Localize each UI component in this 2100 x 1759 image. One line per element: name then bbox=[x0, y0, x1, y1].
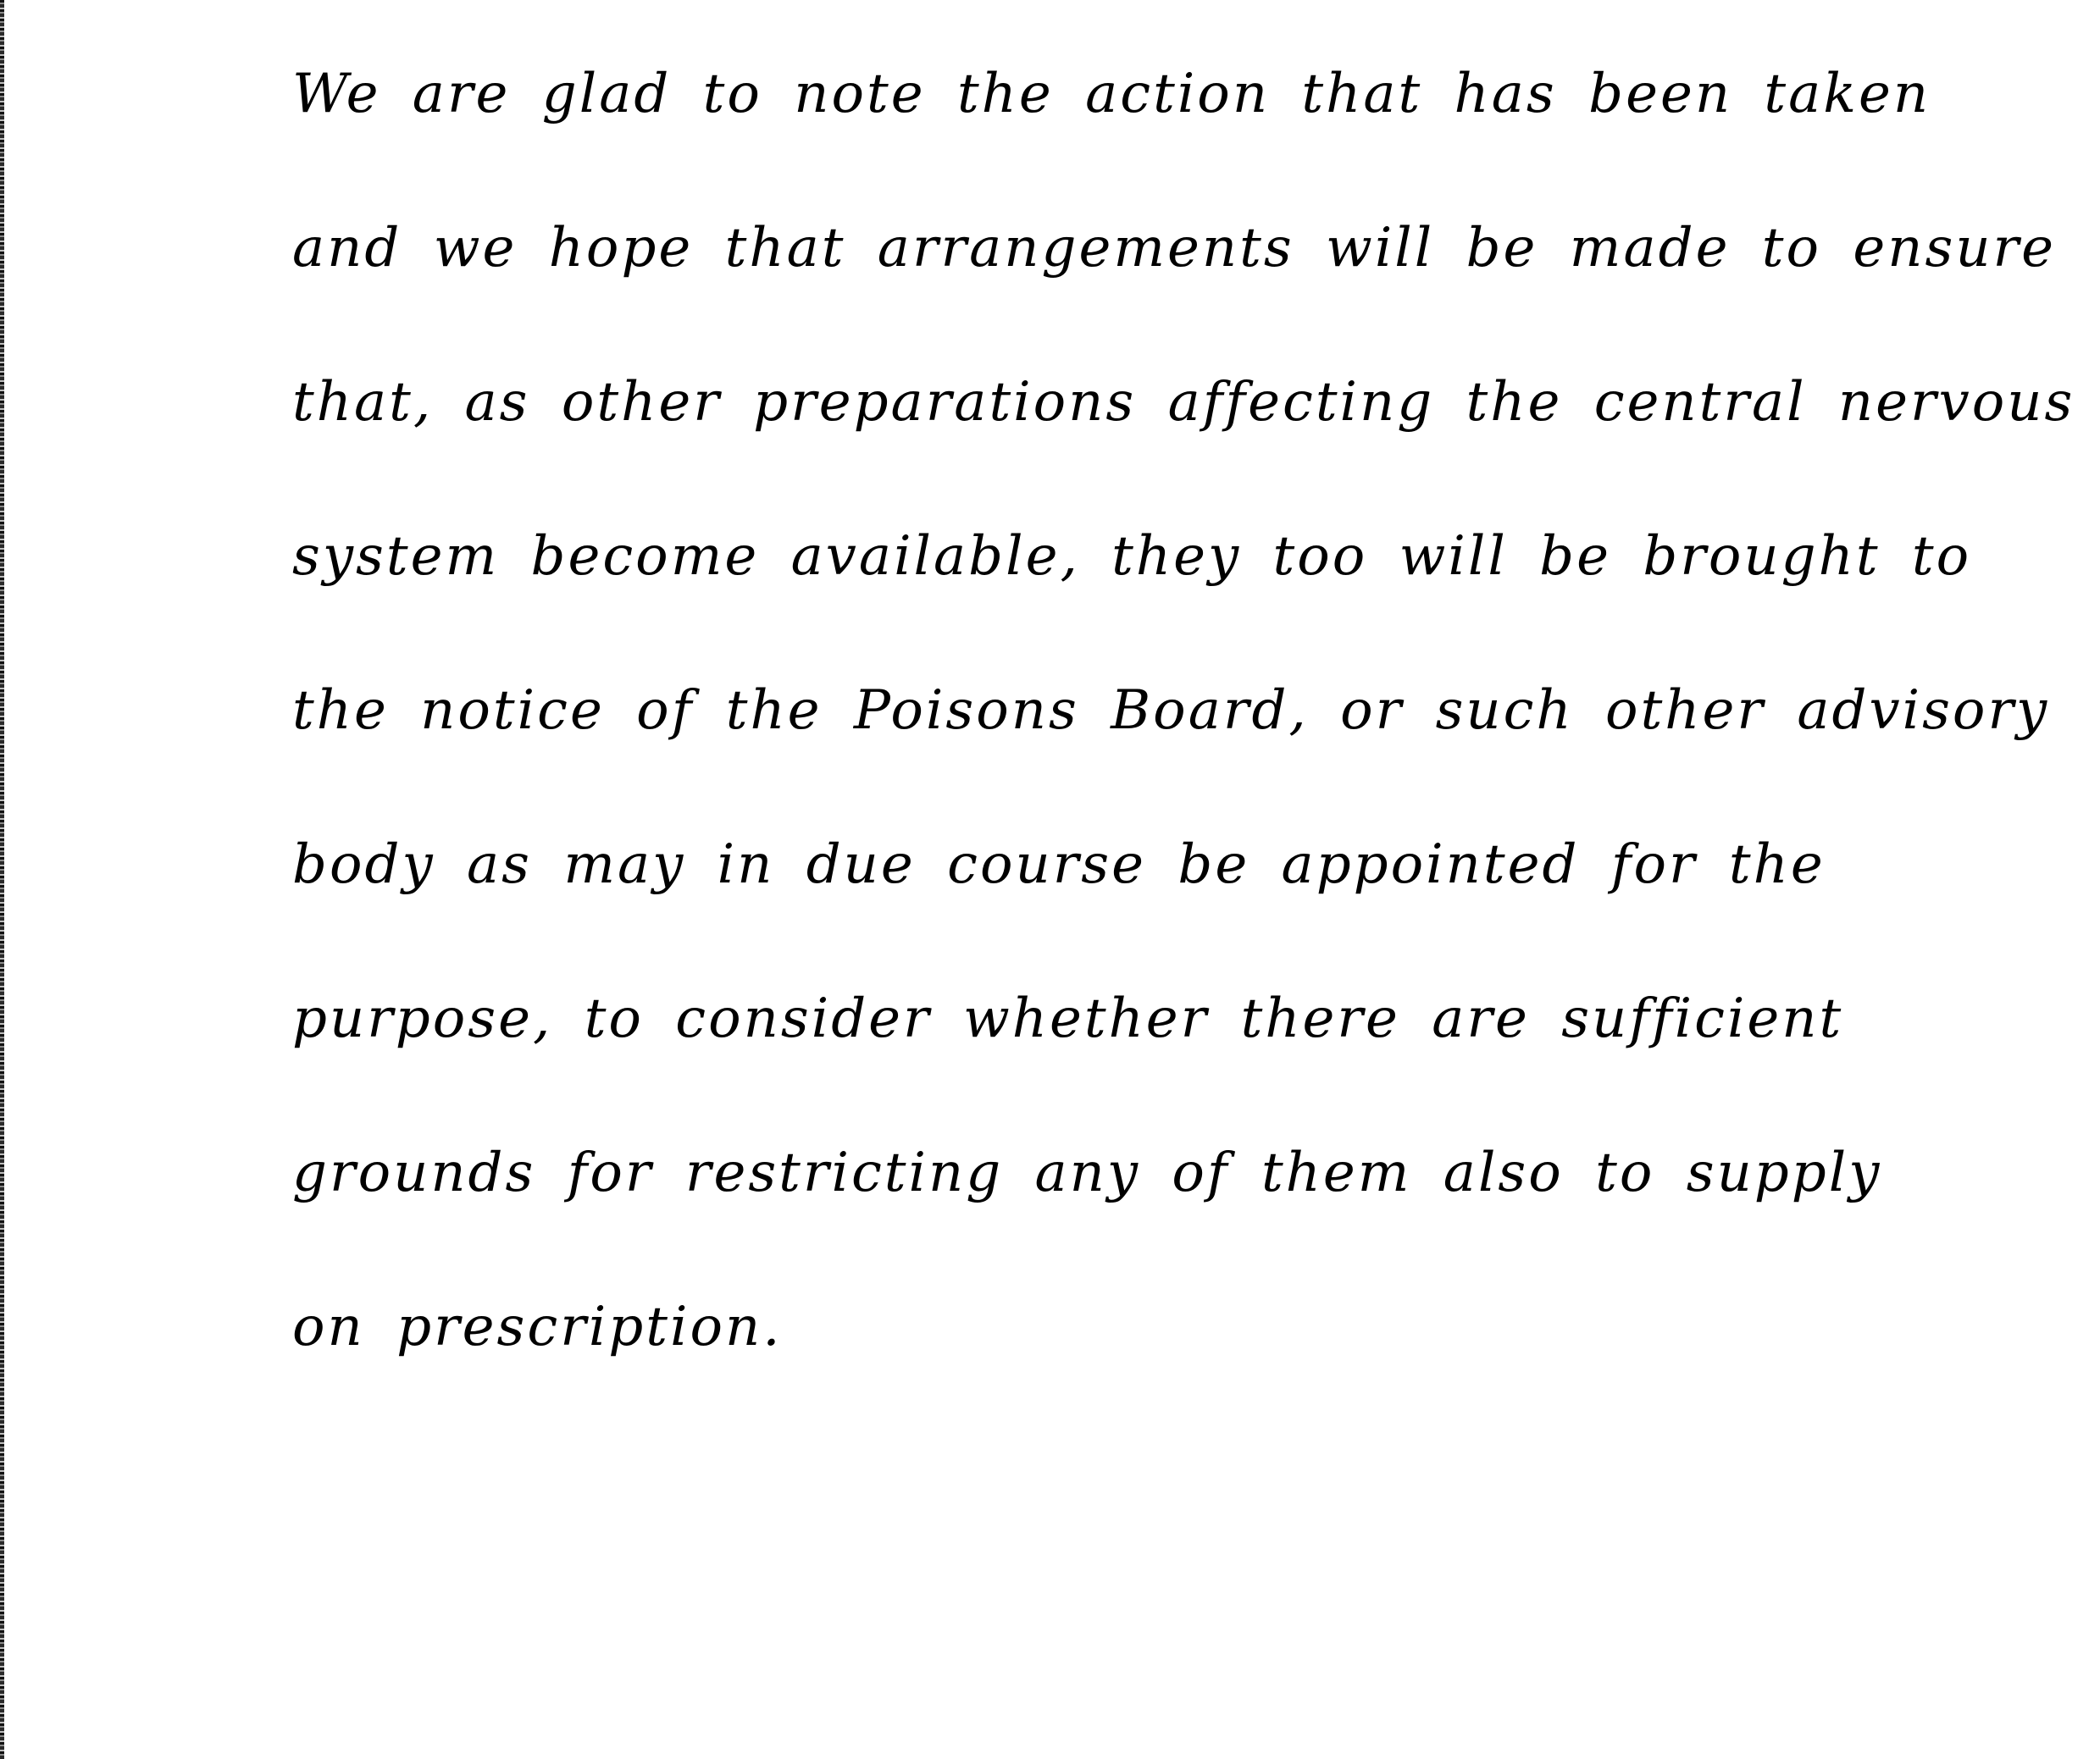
text-line-2: and we hope that arrangements will be made to ensure bbox=[292, 217, 2056, 279]
text-line-1: We are glad to note the action that has been taken bbox=[292, 63, 1931, 125]
text-line-4: system become available, they too will be brought to bbox=[292, 525, 1972, 588]
text-line-8: grounds for restricting any of them also to supply bbox=[292, 1142, 1882, 1204]
text-line-3: that, as other preparations affecting the central nervous bbox=[292, 371, 2075, 434]
scan-edge bbox=[0, 0, 4, 1759]
text-line-9: on prescription. bbox=[292, 1296, 783, 1358]
text-line-6: body as may in due course be appointed for the bbox=[292, 833, 1826, 896]
handwritten-text bbox=[292, 17, 2075, 1404]
text-line-5: the notice of the Poisons Board, or such other advisory bbox=[292, 679, 2050, 742]
text-line-7: purpose, to consider whether there are sufficient bbox=[292, 987, 1844, 1050]
